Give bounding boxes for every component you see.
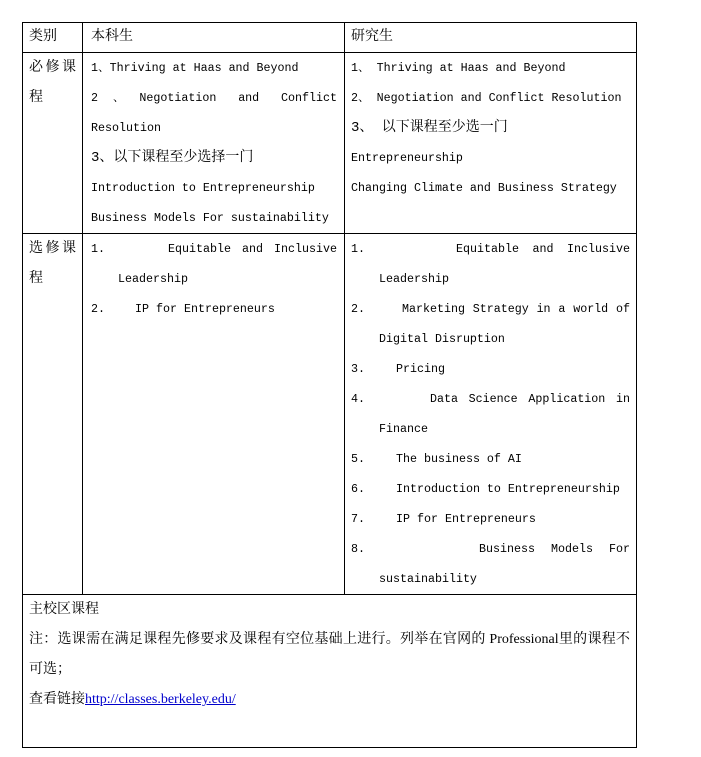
elective-category-cell: 选修课程 (23, 234, 83, 595)
elective-list-item (351, 234, 630, 294)
course-name: Introduction to Entrepreneurship (396, 482, 620, 496)
required-course-item: 1、Thriving at Haas and Beyond (91, 61, 299, 75)
list-number: 1. (91, 242, 105, 256)
list-number: 6. (351, 482, 365, 496)
list-number: 2. (351, 302, 365, 316)
list-number: 8. (351, 542, 365, 556)
required-course-item: 2、 Negotiation and Conflict Resolution (351, 91, 622, 105)
list-number: 2. (91, 302, 105, 316)
list-number: 7. (351, 512, 365, 526)
elective-list-item (91, 294, 337, 324)
main-campus-title: 主校区课程 (29, 602, 99, 617)
required-option-item: Entrepreneurship (351, 151, 463, 165)
required-choose-note: 3、以下课程至少选择一门 (91, 150, 254, 166)
elective-list-item (351, 504, 630, 534)
elective-undergrad-cell (83, 234, 345, 595)
list-number: 1. (351, 242, 365, 256)
catalog-link-line (29, 685, 630, 715)
required-choose-note: 3、 以下课程至少选一门 (351, 120, 508, 136)
required-category-cell: 必修课程 (23, 53, 83, 234)
elective-list-item (351, 354, 630, 384)
main-campus-cell (23, 595, 637, 748)
course-name: IP for Entrepreneurs (396, 512, 536, 526)
required-course-item: 2、Negotiation and Conflict Resolution (91, 91, 337, 135)
list-number: 3. (351, 362, 365, 376)
header-graduate: 研究生 (345, 23, 637, 53)
course-name: Equitable and Inclusive Leadership (118, 242, 337, 286)
link-label: 查看链接 (29, 692, 85, 707)
course-name: Data Science Application in Finance (379, 392, 630, 436)
course-name: Pricing (396, 362, 445, 376)
elective-list-item (351, 384, 630, 444)
required-option-item: Business Models For sustainability (91, 211, 329, 225)
elective-list-item (351, 534, 630, 594)
course-catalog-link[interactable]: http://classes.berkeley.edu/ (85, 692, 236, 707)
header-category: 类别 (23, 23, 83, 53)
required-option-item: Changing Climate and Business Strategy (351, 181, 617, 195)
elective-list-item (351, 294, 630, 354)
course-name: The business of AI (396, 452, 522, 466)
course-name: Equitable and Inclusive Leadership (379, 242, 630, 286)
elective-graduate-cell (345, 234, 637, 595)
required-graduate-cell (345, 53, 637, 234)
required-undergrad-cell (83, 53, 345, 234)
elective-list-item (351, 444, 630, 474)
required-course-item: 1、 Thriving at Haas and Beyond (351, 61, 566, 75)
elective-list-item (91, 234, 337, 294)
header-undergrad: 本科生 (83, 23, 345, 53)
elective-list-item (351, 474, 630, 504)
selection-note: 注：选课需在满足课程先修要求及课程有空位基础上进行。列举在官网的 Professional里的课程不可选； (29, 632, 630, 677)
course-name: IP for Entrepreneurs (135, 302, 275, 316)
required-option-item: Introduction to Entrepreneurship (91, 181, 315, 195)
list-number: 5. (351, 452, 365, 466)
course-name: Marketing Strategy in a world of Digital Disruption (379, 302, 630, 346)
course-table (22, 22, 637, 748)
course-name: Business Models For sustainability (379, 542, 630, 586)
list-number: 4. (351, 392, 365, 406)
